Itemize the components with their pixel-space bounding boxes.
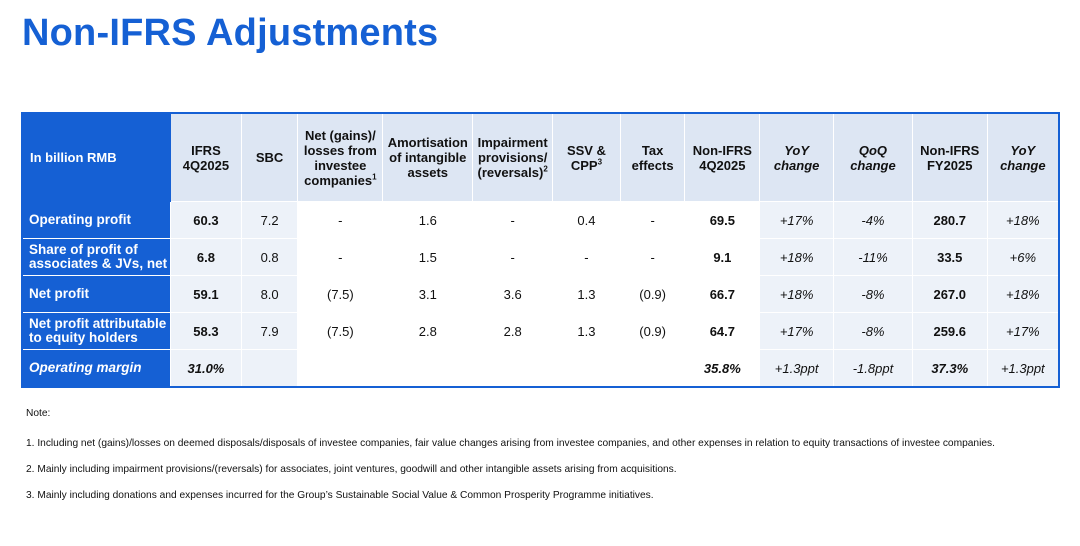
table-cell: 1.3 [553,276,621,313]
header-text: IFRS 4Q2025 [182,142,230,173]
table-cell: +17% [760,313,834,350]
table-cell: (7.5) [298,276,383,313]
header-text: YoY change [1000,142,1046,173]
table-cell [383,350,473,388]
table-cell: 1.5 [383,239,473,276]
table-cell: -8% [834,276,913,313]
table-cell: -11% [834,239,913,276]
table-cell: 64.7 [685,313,760,350]
table-cell: 8.0 [241,276,298,313]
table-cell: 0.4 [553,202,621,239]
col-header-ifrs-4q2025 [171,113,242,202]
col-header-non-ifrs-4q2025 [685,113,760,202]
table-cell: 37.3% [912,350,987,388]
table-cell [473,350,553,388]
table-cell: 2.8 [473,313,553,350]
header-text: Amortisation of intangible assets [387,135,468,180]
table-cell: 60.3 [171,202,242,239]
table-cell: +1.3ppt [760,350,834,388]
header-text: Tax effects [631,142,674,173]
table-cell [620,350,685,388]
table-cell: 9.1 [685,239,760,276]
table-cell: 0.8 [241,239,298,276]
col-header-investee-gains [298,113,383,202]
header-text: SBC [255,150,284,165]
notes-heading: Note: [26,408,51,419]
col-header-ssv-cpp [553,113,621,202]
table-cell: +6% [987,239,1059,276]
col-header-yoy-change [760,113,834,202]
notes-section [26,407,1056,502]
table-cell: - [473,202,553,239]
header-text: YoY change [773,142,820,173]
table-row-net-profit [22,276,1059,313]
table-cell: - [620,239,685,276]
table-cell: 33.5 [912,239,987,276]
table-row-operating-profit [22,202,1059,239]
table-cell: 3.1 [383,276,473,313]
header-text: Impairment provisions/ (reversals) [477,135,548,180]
table-cell: (0.9) [620,276,685,313]
col-header-non-ifrs-fy2025 [912,113,987,202]
header-text: Non-IFRS FY2025 [920,142,980,173]
footnote-ref: 3 [597,157,603,167]
table-cell: +18% [987,202,1059,239]
table-cell: - [620,202,685,239]
table-cell: - [473,239,553,276]
table-cell: 7.2 [241,202,298,239]
header-row [22,113,1059,202]
table-cell: -1.8ppt [834,350,913,388]
header-text: Net (gains)/ losses from investee companies [303,127,377,188]
header-text: SSV & CPP [566,142,606,173]
note-item: 2. Mainly including impairment provisions/(reversals) for associates, joint ventures, goodwill and other intangible assets arising from acquisitions. [26,464,677,475]
table-cell: - [298,239,383,276]
unit-label: In billion RMB [22,113,171,202]
table-cell [298,350,383,388]
header-text: Non-IFRS 4Q2025 [692,142,752,173]
row-label: Operating profit [22,202,171,239]
table-cell: 267.0 [912,276,987,313]
note-item: 3. Mainly including donations and expenses incurred for the Group’s Sustainable Social Value & Common Prosperity Programme initiatives. [26,490,654,501]
table-cell: (7.5) [298,313,383,350]
row-label: Net profit attributable to equity holders [22,313,171,350]
table-cell: +18% [987,276,1059,313]
table-cell: 259.6 [912,313,987,350]
row-label: Net profit [22,276,171,313]
header-text: QoQ change [850,142,896,173]
table-cell: 59.1 [171,276,242,313]
footnote-ref: 2 [543,164,548,174]
col-header-impairment [473,113,553,202]
col-header-qoq-change [834,113,913,202]
table-cell: 58.3 [171,313,242,350]
row-label: Operating margin [22,350,171,388]
table-cell: - [553,239,621,276]
note-item: 1. Including net (gains)/losses on deemed disposals/disposals of investee companies, fair value changes arising from investee companies, and other expenses in relation to equity transactions of investee companies. [26,438,995,449]
col-header-sbc [241,113,298,202]
table-cell [553,350,621,388]
table-cell: 280.7 [912,202,987,239]
col-header-tax-effects [620,113,685,202]
table-cell: 6.8 [171,239,242,276]
table-cell [241,350,298,388]
table-cell: 69.5 [685,202,760,239]
table-cell: +18% [760,276,834,313]
table-cell: +17% [760,202,834,239]
table-cell: - [298,202,383,239]
table-cell: (0.9) [620,313,685,350]
table-row-operating-margin [22,350,1059,388]
table-cell: 35.8% [685,350,760,388]
table-cell: +1.3ppt [987,350,1059,388]
table-cell: +17% [987,313,1059,350]
table-cell: 7.9 [241,313,298,350]
row-label: Share of profit of associates & JVs, net [22,239,171,276]
table-cell: 2.8 [383,313,473,350]
table-cell: 1.3 [553,313,621,350]
table-row-share-of-profit [22,239,1059,276]
table-row-net-profit-attributable [22,313,1059,350]
table-cell: -4% [834,202,913,239]
page-title: Non-IFRS Adjustments [22,12,439,54]
table-cell: 31.0% [171,350,242,388]
table-cell: -8% [834,313,913,350]
table-cell: 3.6 [473,276,553,313]
table-cell: 66.7 [685,276,760,313]
col-header-fy-yoy-change [987,113,1059,202]
table-cell: +18% [760,239,834,276]
adjustments-table [21,112,1060,388]
table-cell: 1.6 [383,202,473,239]
col-header-amortisation [383,113,473,202]
footnote-ref: 1 [372,172,377,182]
